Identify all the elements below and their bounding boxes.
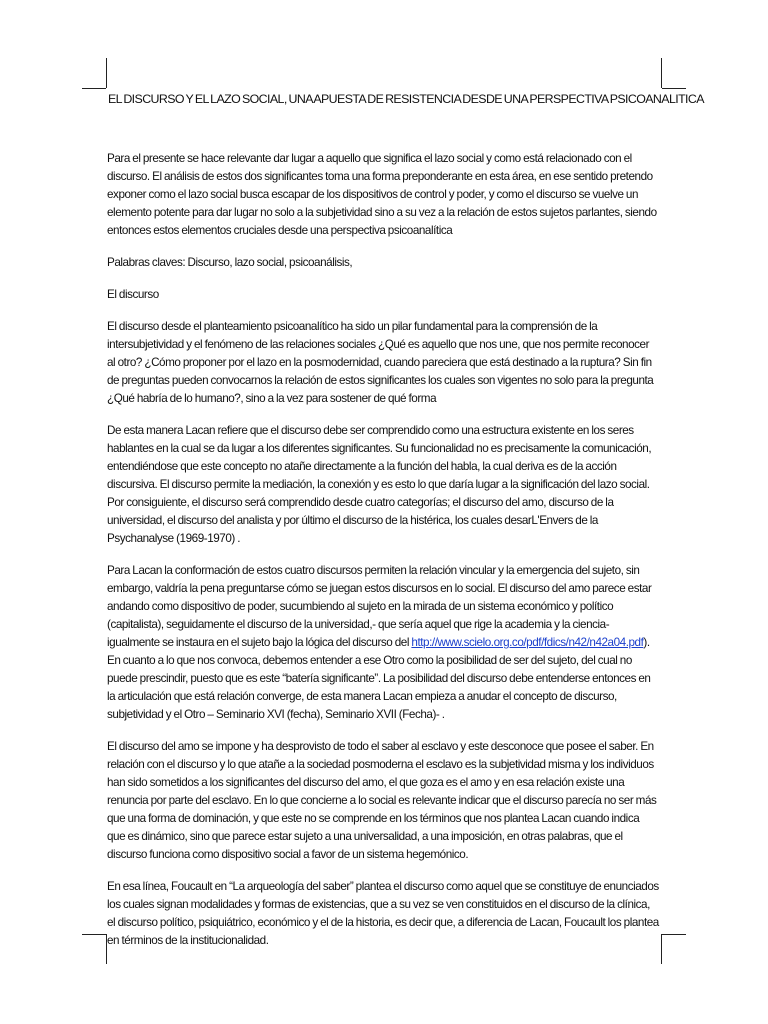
crop-mark-top-right-v [661,58,662,88]
crop-mark-bottom-right-h [662,934,686,935]
body-paragraph-1: El discurso desde el planteamiento psicoanalítico ha sido un pilar fundamental para la comprensión de la intersubjetividad y el fenómeno de las relaciones sociales ¿Qué es aquello que nos une, que nos permite reconocer al otro? ¿Cómo proponer por el lazo en la posmodernidad, cuando pareciera que está destinado a la ruptura? Sin fin de preguntas pueden convocarnos la relación de estos significantes los cuales son vigentes no solo para la pregunta ¿Qué habría de lo humano?, sino a la vez para sostener de qué forma [107,320,654,405]
crop-mark-top-left-v [106,58,107,88]
abstract-paragraph: Para el presente se hace relevante dar lugar a aquello que significa el lazo social y como está relacionado con el discurso. El análisis de estos dos significantes toma una forma preponderante en esta área, en ese sentido pretendo exponer como el lazo social busca escapar de los dispositivos de control y poder, y como el discurso se vuelve un elemento potente para dar lugar no solo a la subjetividad sino a su vez a la relación de estos sujetos parlantes, siendo entonces estos elementos cruciales desde una perspectiva psicoanalítica [107,152,657,237]
document-body [107,150,659,964]
crop-mark-bottom-left-h [82,934,106,935]
paragraph-3-text-start: Para Lacan la conformación de estos cuatro discursos permiten la relación vincular y la emergencia del sujeto, sin embargo, valdría la pena preguntarse cómo se juegan estos discursos en lo social. El discurso del amo parece estar andando como dispositivo de poder, sucumbiendo al sujeto en la mirada de un sistema económico y político (capitalista), seguidamente el discurso de la universidad,- que sería aquel que rige la academia y la ciencia- igualmente se instaura en el sujeto bajo la lógica del discurso del [107,564,652,649]
body-paragraph-4: El discurso del amo se impone y ha desprovisto de todo el saber al esclavo y este desconoce que posee el saber. En relación con el discurso y lo que atañe a la sociedad posmoderna el esclavo es la subjetividad misma y los individuos han sido sometidos a los significantes del discurso del amo, el que goza es el amo y en esa relación existe una renuncia por parte del esclavo. En lo que concierne a lo social es relevante indicar que el discurso parecía no ser más que una forma de dominación, y que este no se comprende en los términos que nos plantea Lacan cuando indica que es dinámico, sino que parece estar sujeto a una universalidad, a una imposición, en otras palabras, que el discurso funciona como dispositivo social a favor de un sistema hegemónico. [107,740,657,861]
crop-mark-top-left-h [82,88,106,89]
scielo-link[interactable]: http://www.scielo.org.co/pdf/fdics/n42/n42a04.pdf [411,636,644,649]
body-paragraph-5: En esa línea, Foucault en “La arqueología del saber” plantea el discurso como aquel que se constituye de enunciados los cuales signan modalidades y formas de existencias, que a su vez se ven constituidos en el discurso de la clínica, el discurso político, psiquiátrico, económico y el de la historia, es decir que, a diferencia de Lacan, Foucault los plantea en términos de la institucionalidad. [107,880,659,947]
crop-mark-top-right-h [662,88,686,89]
body-paragraph-3 [107,562,659,724]
keywords-line: Palabras claves: Discurso, lazo social, psicoanálisis, [107,256,353,269]
paragraph-3-text-end: ). En cuanto a lo que nos convoca, debemos entender a ese Otro como la posibilidad de ser del sujeto, del cual no puede prescindir, puesto que es este “batería significante”. La posibilidad del discurso debe entenderse entonces en la articulación que está relación converge, de esta manera Lacan empieza a anudar el concepto de discurso, subjetividad y el Otro – Seminario XVI (fecha), Seminario XVII (Fecha)- . [107,636,651,721]
body-paragraph-2: De esta manera Lacan refiere que el discurso debe ser comprendido como una estructura existente en los seres hablantes en la cual se da lugar a los diferentes significantes. Su funcionalidad no es precisamente la comunicación, entendiéndose que este concepto no atañe directamente a la función del habla, la cual deriva es de la acción discursiva. El discurso permite la mediación, la conexión y es esto lo que daría lugar a la significación del lazo social. Por consiguiente, el discurso será comprendido desde cuatro categorías; el discurso del amo, discurso de la universidad, el discurso del analista y por último el discurso de la histérica, los cuales desarL'Envers de la Psychanalyse (1969-1970) . [107,424,652,545]
section-heading: El discurso [107,288,159,301]
running-header: EL DISCURSO Y EL LAZO SOCIAL, UNA APUESTA DE RESISTENCIA DESDE UNA PERSPECTIVA PSICOANALITICA [108,92,704,106]
crop-mark-bottom-right-v [661,934,662,964]
